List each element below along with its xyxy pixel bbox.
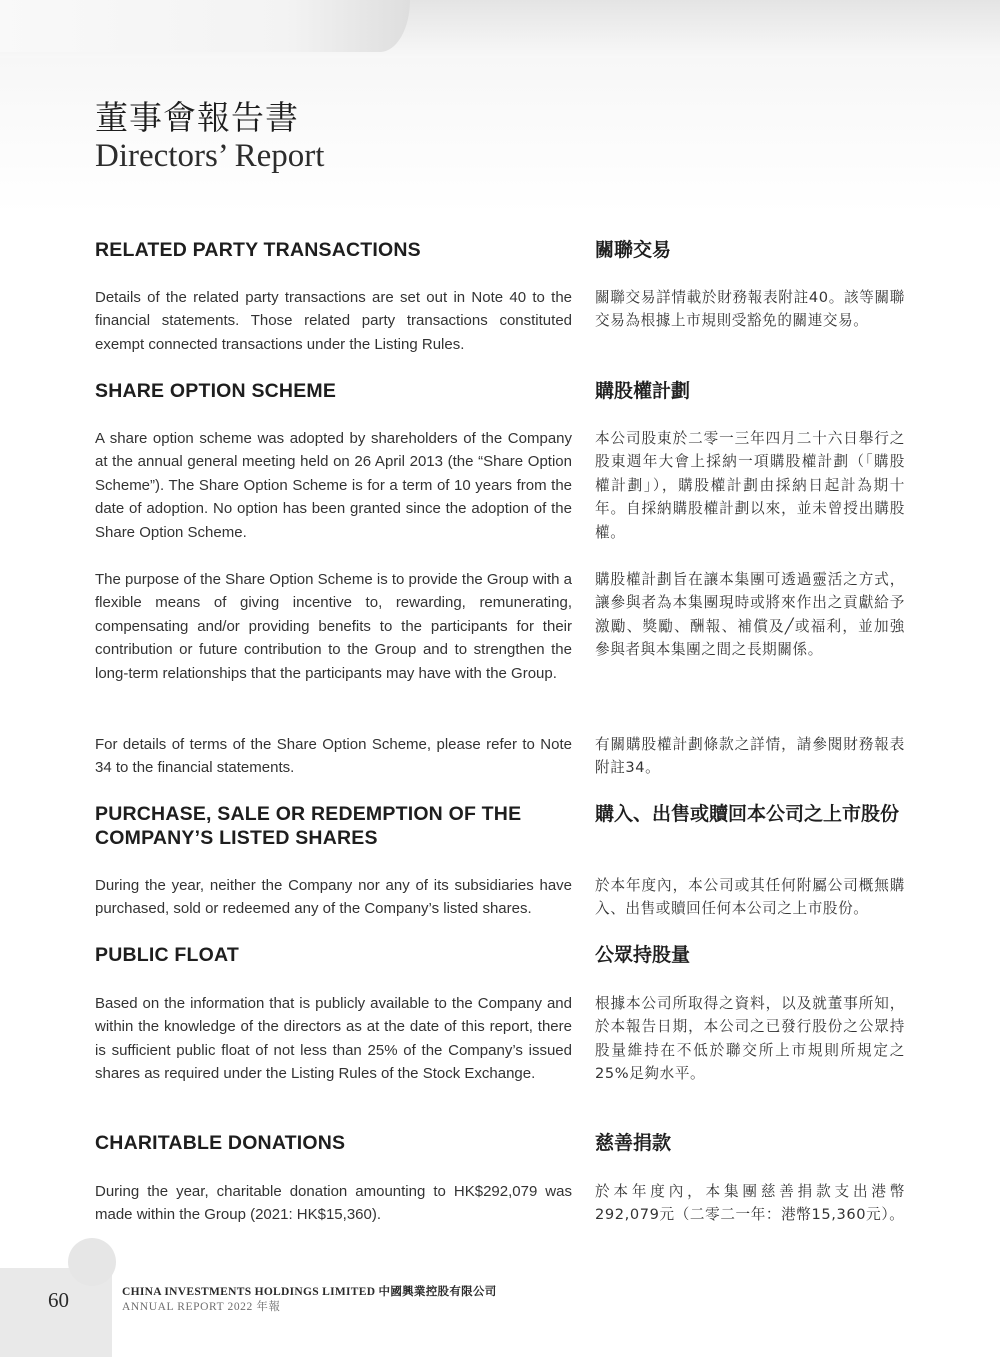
section-share-option: [95, 379, 905, 403]
heading-purchase-en: PURCHASE, SALE OR REDEMPTION OF THE COMPANY’S LISTED SHARES: [95, 803, 522, 849]
report-title-english: Directors’ Report: [95, 138, 325, 174]
footer-text: [122, 1284, 497, 1314]
section-charitable: [95, 1131, 905, 1155]
report-title-chinese: 董事會報告書: [95, 98, 299, 137]
heading-public-float-en: PUBLIC FLOAT: [95, 944, 239, 966]
public-float-body: [95, 992, 905, 1086]
share-option-p1-zh: 本公司股東於二零一三年四月二十六日舉行之股東週年大會上採納一項購股權計劃（「購股權計劃」），購股權計劃由採納日起計為期十年。自採納購股權計劃以來，並未曾授出購股權。: [595, 430, 905, 541]
report-header: [95, 98, 324, 176]
share-option-p2-zh: 購股權計劃旨在讓本集團可透過靈活之方式，讓參與者為本集團現時或將來作出之貢獻給予激勵、獎勵、酬報、補償及╱或福利，並加強參與者與本集團之間之長期關係。: [595, 571, 905, 659]
public-float-text-zh: 根據本公司所取得之資料，以及就董事所知，於本報告日期，本公司之已發行股份之公眾持股量維持在不低於聯交所上市規則所規定之25%足夠水平。: [595, 995, 905, 1083]
heading-purchase-zh: 購入、出售或贖回本公司之上市股份: [595, 803, 900, 825]
share-option-p1-en: A share option scheme was adopted by shareholders of the Company at the annual general meeting held on 26 April 2013 (the “Share Option Scheme”). The Share Option Scheme is for a term of 10 years from the date of adoption. No option has been granted since the adoption of the Share Option Scheme.: [95, 430, 572, 541]
heading-charitable-en: CHARITABLE DONATIONS: [95, 1132, 346, 1154]
footer-annual-report: ANNUAL REPORT 2022 年報: [122, 1301, 281, 1313]
heading-share-option-zh: 購股權計劃: [595, 380, 691, 402]
charitable-text-zh: 於本年度內，本集團慈善捐款支出港幣292,079元（二零二一年：港幣15,360元）。: [595, 1183, 905, 1224]
purchase-text-zh: 於本年度內，本公司或其任何附屬公司概無購入、出售或贖回任何本公司之上市股份。: [595, 877, 905, 918]
share-option-p3-zh: 有關購股權計劃條款之詳情，請參閱財務報表附註34。: [595, 736, 905, 777]
share-option-p3-en: For details of terms of the Share Option Scheme, please refer to Note 34 to the financial statements.: [95, 736, 572, 777]
purchase-text-en: During the year, neither the Company nor any of its subsidiaries have purchased, sold or redeemed any of the Company’s listed shares.: [95, 877, 572, 918]
heading-related-party-en: RELATED PARTY TRANSACTIONS: [95, 239, 421, 261]
heading-public-float-zh: 公眾持股量: [595, 944, 691, 966]
footer-company-name: CHINA INVESTMENTS HOLDINGS LIMITED 中國興業控股有限公司: [122, 1286, 497, 1298]
public-float-text-en: Based on the information that is publicly available to the Company and within the knowledge of the directors as at the date of this report, there is sufficient public float of not less than 25% of the Company’s issued shares as required under the Listing Rules of the Stock Exchange.: [95, 995, 572, 1083]
charitable-body: [95, 1180, 905, 1227]
related-party-body: [95, 286, 905, 356]
footer-decorative-circle: [68, 1238, 116, 1286]
section-purchase-sale: [95, 802, 905, 850]
heading-related-party-zh: 關聯交易: [595, 239, 672, 261]
related-party-text-zh: 關聯交易詳情載於財務報表附註40。該等關聯交易為根據上市規則受豁免的關連交易。: [595, 289, 905, 330]
purchase-body: [95, 874, 905, 921]
top-band-shade: [0, 0, 410, 52]
related-party-text-en: Details of the related party transactions are set out in Note 40 to the financial statements. Those related party transactions constituted exempt connected transactions under the Listing Rules.: [95, 289, 572, 353]
top-decorative-band: [0, 0, 1000, 58]
page-number: 60: [48, 1288, 69, 1312]
section-public-float: [95, 943, 905, 967]
share-option-paragraph-3: [95, 733, 905, 780]
charitable-text-en: During the year, charitable donation amounting to HK$292,079 was made within the Group (2021: HK$15,360).: [95, 1183, 572, 1224]
share-option-paragraph-1: [95, 427, 905, 544]
section-related-party: [95, 238, 905, 262]
heading-charitable-zh: 慈善捐款: [595, 1132, 672, 1154]
share-option-paragraph-2: [95, 568, 905, 685]
heading-share-option-en: SHARE OPTION SCHEME: [95, 380, 337, 402]
share-option-p2-en: The purpose of the Share Option Scheme is to provide the Group with a flexible means of giving incentive to, rewarding, remunerating, compensating and/or providing benefits to the participants for their contribution or future contribution to the Group and to strengthen the long-term relationships that the participants may have with the Group.: [95, 571, 572, 682]
